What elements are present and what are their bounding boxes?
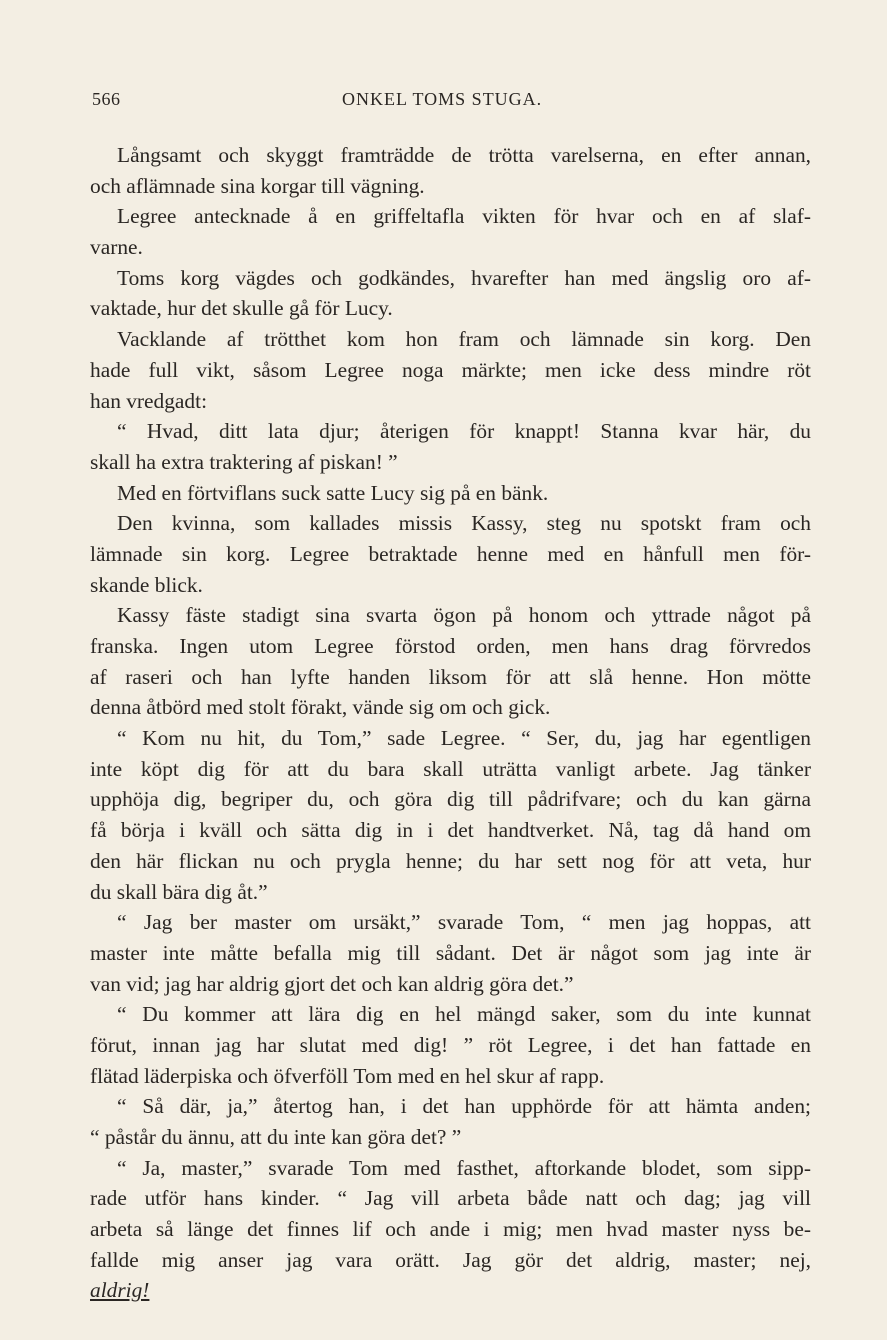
text-line: arbeta så länge det finnes lif och ande i mig; men hvad master nyss be- — [90, 1217, 811, 1242]
text-line: “ Så där, ja,” återtog han, i det han upphörde för att hämta anden; — [117, 1094, 811, 1119]
text-line: van vid; jag har aldrig gjort det och kan aldrig göra det.” — [90, 971, 574, 996]
page-header — [92, 89, 812, 115]
text-line: upphöja dig, begriper du, och göra dig till pådrifvare; och du kan gärna — [90, 787, 811, 812]
text-line: “ Du kommer att lära dig en hel mängd saker, som du inte kunnat — [117, 1002, 811, 1027]
text-line: han vredgadt: — [90, 388, 208, 413]
text-line: Legree antecknade å en griffeltafla vikten för hvar och en af slaf- — [117, 204, 811, 229]
text-line: Med en förtviflans suck satte Lucy sig på en bänk. — [117, 480, 549, 505]
text-line: få börja i kväll och sätta dig in i det handtverket. Nå, tag då hand om — [90, 818, 811, 843]
text-line: vaktade, hur det skulle gå för Lucy. — [90, 296, 393, 321]
text-line: Toms korg vägdes och godkändes, hvarefter han med ängslig oro af- — [117, 265, 811, 290]
text-line: Den kvinna, som kallades missis Kassy, steg nu spotskt fram och — [117, 511, 811, 536]
text-line: den här flickan nu och prygla henne; du har sett nog för att veta, hur — [90, 848, 811, 873]
page-number: 566 — [92, 89, 121, 109]
text-line: “ Kom nu hit, du Tom,” sade Legree. “ Ser, du, jag har egentligen — [117, 726, 811, 751]
text-line: master inte måtte befalla mig till sådant. Det är något som jag inte är — [90, 940, 811, 965]
text-line: och aflämnade sina korgar till vägning. — [90, 173, 425, 198]
text-line: lämnade sin korg. Legree betraktade henne med en hånfull men för- — [90, 541, 811, 566]
text-line: skall ha extra traktering af piskan! ” — [90, 449, 398, 474]
text-line: varne. — [90, 235, 143, 260]
text-line: Långsamt och skyggt framträdde de trötta varelserna, en efter annan, — [117, 143, 811, 167]
text-line: “ Hvad, ditt lata djur; återigen för knappt! Stanna kvar här, du — [117, 419, 811, 444]
text-line: flätad läderpiska och öfverföll Tom med en hel skur af rapp. — [90, 1063, 605, 1088]
text-line: aldrig! — [90, 1278, 150, 1303]
text-line: skande blick. — [90, 572, 203, 597]
text-line: du skall bära dig åt.” — [90, 879, 268, 904]
text-line: denna åtbörd med stolt förakt, vände sig om och gick. — [90, 695, 551, 720]
running-title: ONKEL TOMS STUGA. — [342, 89, 543, 109]
text-line: franska. Ingen utom Legree förstod orden, men hans drag förvredos — [90, 634, 811, 658]
text-line: “ Ja, master,” svarade Tom med fasthet, aftorkande blodet, som sipp- — [117, 1155, 811, 1180]
text-line: fallde mig anser jag vara orätt. Jag gör det aldrig, master; nej, — [90, 1247, 811, 1272]
text-line: rade utför hans kinder. “ Jag vill arbeta både natt och dag; jag vill — [90, 1186, 811, 1211]
text-line: Kassy fäste stadigt sina svarta ögon på honom och yttrade något på — [117, 603, 811, 628]
text-line: förut, innan jag har slutat med dig! ” röt Legree, i det han fattade en — [90, 1032, 811, 1057]
text-line: hade full vikt, såsom Legree noga märkte; men icke dess mindre röt — [90, 357, 811, 382]
text-line: “ påstår du ännu, att du inte kan göra det? ” — [90, 1125, 462, 1149]
text-line: af raseri och han lyfte handen liksom för att slå henne. Hon mötte — [90, 664, 811, 689]
body-text — [90, 140, 811, 1306]
text-line: inte köpt dig för att du bara skall uträtta vanligt arbete. Jag tänker — [90, 756, 811, 781]
text-line: Vacklande af trötthet kom hon fram och lämnade sin korg. Den — [117, 327, 811, 352]
text-line: “ Jag ber master om ursäkt,” svarade Tom, “ men jag hoppas, att — [117, 910, 811, 935]
